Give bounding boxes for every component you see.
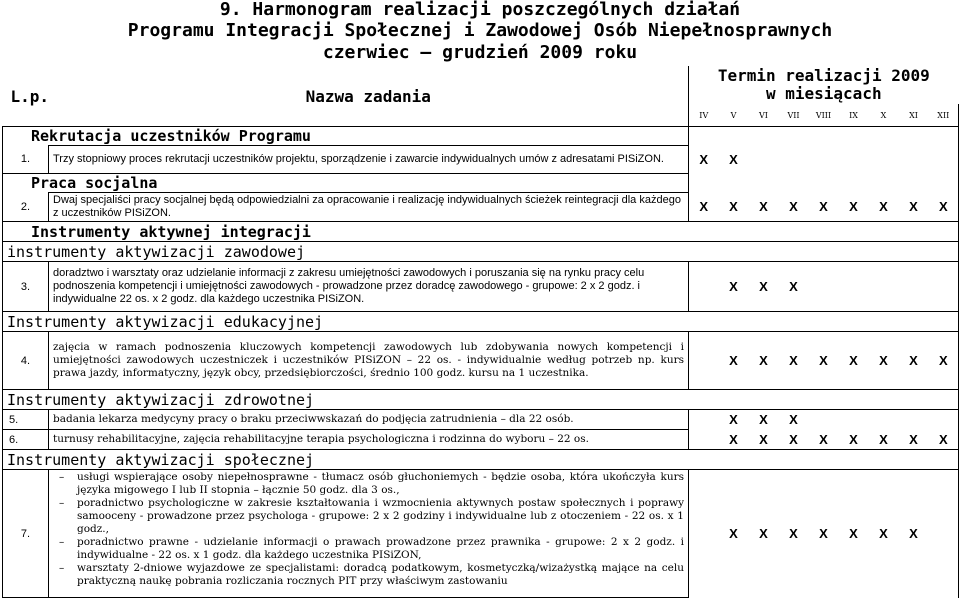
mark-cell: X [819, 353, 828, 368]
mark-cell: X [929, 193, 959, 222]
mark-cell [689, 410, 719, 430]
mark-cell: X [849, 431, 858, 447]
month-viii: VIII [809, 104, 839, 127]
mark-cell: X [909, 526, 918, 542]
mark-cell: X [729, 152, 738, 167]
table-row [3, 410, 959, 430]
row-description: doradztwo i warsztaty oraz udzielanie informacji z zakresu umiejętności zawodowych i poruszania się na rynku pracy celu podnoszenia kompetencji i umiejętności zawodowych - prowadzone przez doradcę zawodowego - grupowe: 2 x 2 godz. i indywidualne 22 os. x 2 godz. dla każdego uczestnika PISiZON. [49, 262, 689, 312]
mark-cell: X [729, 353, 738, 368]
mark-cell [839, 410, 869, 430]
mark-cell: X [849, 526, 858, 542]
mark-cell: X [929, 332, 959, 390]
row-description: badania lekarza medycyny pracy o braku przeciwwskazań do podjęcia zatrudnienia – dla 22 osób. [49, 410, 689, 430]
row-description: turnusy rehabilitacyjne, zajęcia rehabilitacyjne terapia psychologiczna i rodzinna do wyboru – 22 os. [49, 430, 689, 450]
mark-cell: X [849, 353, 858, 368]
month-ix: IX [839, 104, 869, 127]
mark-cell [899, 262, 929, 312]
list-item: – warsztaty 2-dniowe wyjazdowe ze specjalistami: doradcą podatkowym, kosmetyczką/wizażystką mające na celu praktyczną naukę pobrania rozliczania rocznych PIT przy właściwym zastowaniu [77, 562, 684, 588]
mark-cell: X [909, 353, 918, 368]
mark-cell [689, 470, 719, 598]
mark-cell: X [789, 353, 798, 368]
row-number: 7. [3, 470, 49, 598]
mark-cell: X [759, 431, 768, 447]
list-item: – poradnictwo prawne - udzielanie informacji o prawach prowadzone przez prawnika - grupowe: 2 x 2 godz. i indywidualne - 22 os. x 1 godz. dla każdego uczestnika PISiZON, [77, 536, 684, 562]
title-line-1: 9. Harmonogram realizacji poszczególnych działań [219, 0, 741, 20]
month-xii: XII [929, 104, 959, 127]
mark-cell: X [849, 199, 858, 215]
row-number: 4. [3, 332, 49, 390]
mark-cell: X [929, 430, 959, 450]
mark-cell: X [789, 526, 798, 542]
mark-cell: X [909, 431, 918, 447]
mark-cell: X [819, 431, 828, 447]
mark-cell: X [729, 526, 738, 542]
row-description: zajęcia w ramach podnoszenia kluczowych kompetencji zawodowych lub zdobywania nowych kompetencji i umiejętności zawodowych uczestniczek i uczestników PISiZON – 22 os. - indywidualnie według potrzeb np. kurs prawa jazdy, informatyczny, język obcy, przedsiębiorczości, średnio 100 godz. kursu na 1 uczestnika. [49, 332, 689, 390]
mark-cell: X [879, 526, 888, 542]
section-praca-socjalna: Praca socjalna [3, 174, 689, 193]
table-row [3, 262, 959, 312]
mark-cell [839, 262, 869, 312]
mark-cell [749, 146, 779, 174]
mark-cell [809, 146, 839, 174]
mark-cell [689, 430, 719, 450]
mark-cell [779, 146, 809, 174]
mark-cell: X [789, 279, 798, 294]
mark-cell [839, 146, 869, 174]
header-nazwa-zadania: Nazwa zadania [305, 86, 431, 106]
schedule-table [2, 66, 959, 598]
row-number: 1. [3, 146, 49, 174]
list-item: – poradnictwo psychologiczne w zakresie kształtowania i wzmocnienia aktywnych postaw społecznych i poprawy samooceny - prowadzone przez psychologa - grupowe: 2 x 2 godziny i indywidualne lub z otoczeniem - 22 os. x 1 godz., [77, 497, 684, 536]
section-rekrutacja-spacer [689, 127, 959, 146]
mark-cell [929, 470, 959, 598]
mark-cell: X [879, 199, 888, 215]
row-number: 3. [3, 262, 49, 312]
mark-cell: X [789, 199, 798, 215]
row-number: 6. [3, 430, 49, 450]
section-aktywizacji-edukacyjnej: Instrumenty aktywizacji edukacyjnej [3, 312, 959, 332]
mark-cell: X [729, 412, 738, 428]
mark-cell: X [819, 199, 828, 215]
row-description: Trzy stopniowy proces rekrutacji uczestników projektu, sporządzenie i zawarcie indywidualnych umów z adresatami PISiZON. [49, 146, 689, 174]
row-description-list [49, 470, 689, 598]
title-line-2: Programu Integracji Społecznej i Zawodowej Osób Niepełnosprawnych [127, 20, 833, 41]
header-termin-line2: w miesiącach [765, 84, 882, 103]
mark-cell: X [729, 431, 738, 447]
mark-cell: X [789, 431, 798, 447]
month-x: X [869, 104, 899, 127]
header-lp: L.p. [10, 86, 50, 106]
mark-cell: X [789, 412, 798, 428]
mark-cell: X [819, 526, 828, 542]
section-aktywizacji-spolecznej: Instrumenty aktywizacji społecznej [3, 450, 959, 470]
mark-cell [899, 146, 929, 174]
mark-cell: X [909, 199, 918, 215]
section-aktywizacji-zawodowej: instrumenty aktywizacji zawodowej [3, 242, 959, 262]
section-praca-spacer [689, 174, 959, 193]
mark-cell [899, 410, 929, 430]
row-description: Dwaj specjaliści pracy socjalnej będą odpowiedzialni za opracowanie i realizację indywidualnych ścieżek reintegracji dla każdego z uczestników PISiZON. [49, 193, 689, 222]
table-row [3, 470, 959, 598]
section-aktywizacji-zdrowotnej: Instrumenty aktywizacji zdrowotnej [3, 390, 959, 410]
mark-cell [809, 410, 839, 430]
month-iv: IV [689, 104, 719, 127]
mark-cell [689, 262, 719, 312]
mark-cell: X [879, 431, 888, 447]
mark-cell: X [759, 412, 768, 428]
mark-cell [869, 146, 899, 174]
table-row [3, 146, 959, 174]
mark-cell [869, 410, 899, 430]
month-xi: XI [899, 104, 929, 127]
mark-cell: X [689, 146, 719, 174]
row-number: 2. [3, 193, 49, 222]
mark-cell: X [759, 526, 768, 542]
table-row [3, 193, 959, 222]
section-rekrutacja: Rekrutacja uczestników Programu [3, 127, 689, 146]
header-termin [689, 66, 959, 104]
mark-cell: X [759, 199, 768, 215]
mark-cell: X [759, 353, 768, 368]
bullet-list [53, 471, 684, 588]
table-row [3, 430, 959, 450]
mark-cell: X [729, 199, 738, 215]
mark-cell [929, 410, 959, 430]
table-row [3, 332, 959, 390]
header-termin-line1: Termin realizacji 2009 [717, 66, 930, 85]
title-line-3: czerwiec – grudzień 2009 roku [322, 42, 638, 63]
mark-cell: X [879, 353, 888, 368]
list-item: – usługi wspierające osoby niepełnosprawne - tłumacz osób głuchoniemych - będzie osoba, która ukończyła kurs języka migowego I lub II stopnia – łącznie 50 godz. dla 3 os., [77, 471, 684, 497]
mark-cell [809, 262, 839, 312]
mark-cell [929, 146, 959, 174]
mark-cell [689, 332, 719, 390]
mark-cell [929, 262, 959, 312]
month-v: V [719, 104, 749, 127]
mark-cell [869, 262, 899, 312]
row-number: 5. [3, 410, 49, 430]
mark-cell: X [759, 279, 768, 294]
mark-cell: X [689, 193, 719, 222]
month-vi: VI [749, 104, 779, 127]
month-vii: VII [779, 104, 809, 127]
section-instrumenty-aktywnej-integracji: Instrumenty aktywnej integracji [3, 222, 959, 242]
mark-cell: X [729, 279, 738, 294]
